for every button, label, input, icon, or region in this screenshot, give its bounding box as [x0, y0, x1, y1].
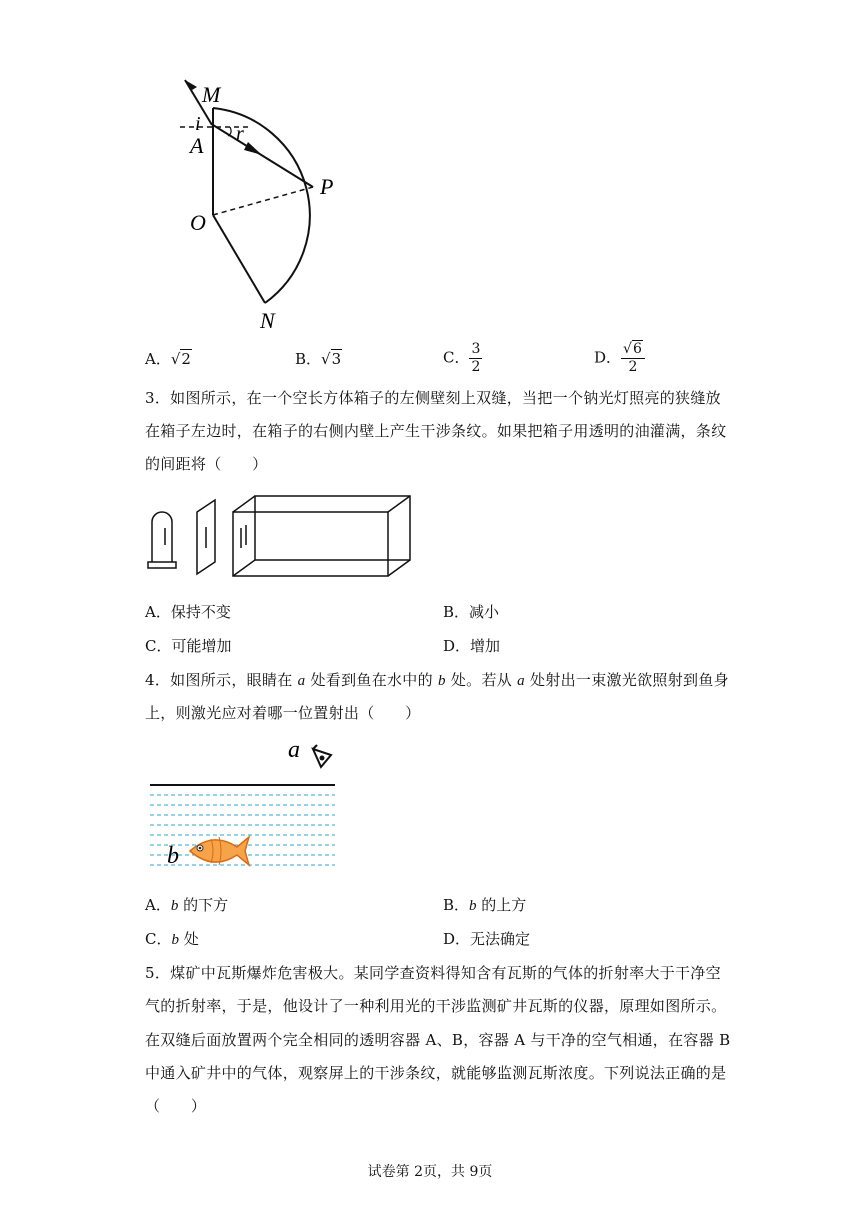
q4-text-line-2: 上，则激光应对着哪一位置射出（ ） — [145, 704, 421, 722]
q2-option-a[interactable]: A．√2 — [145, 350, 191, 368]
sqrt-symbol: √6 — [623, 341, 642, 357]
q5-text-line-1: 5．煤矿中瓦斯爆炸危害极大。某同学查资料得知含有瓦斯的气体的折射率大于干净空 — [145, 964, 721, 982]
q2-option-b[interactable]: B．√3 — [295, 350, 342, 368]
label-o: O — [190, 210, 206, 235]
q4-option-a[interactable]: A．b 的下方 — [145, 896, 229, 914]
refracted-arrow — [244, 142, 262, 155]
figure-fish-in-water — [145, 735, 345, 875]
q5-text-line-4: 中通入矿井中的气体，观察屏上的干涉条纹，就能够监测瓦斯浓度。下列说法正确的是 — [145, 1064, 727, 1082]
lamp-icon — [152, 512, 172, 562]
q4-option-b[interactable]: B．b 的上方 — [443, 896, 527, 914]
refracted-ray — [213, 125, 313, 187]
q2-option-d[interactable]: D． $\frac{√6}{2}$ — [594, 341, 645, 376]
label-a: A — [190, 133, 204, 158]
q5-text-line-3: 在双缝后面放置两个完全相同的透明容器 A、B，容器 A 与干净的空气相通，在容器 B — [145, 1031, 731, 1049]
page-footer: 试卷第 2页，共 9页 — [367, 1164, 493, 1180]
incident-arrow — [185, 80, 197, 90]
fraction: $\frac{3}{2}$ — [471, 341, 481, 375]
sqrt-symbol: √2 — [170, 350, 191, 368]
fish-icon — [190, 837, 249, 865]
sqrt-symbol: √3 — [321, 350, 342, 368]
label-a: a — [288, 737, 300, 763]
q5-text-line-5: （ ） — [145, 1097, 207, 1115]
q4-text-line-1: 4．如图所示，眼睛在 a 处看到鱼在水中的 b 处。若从 a 处射出一束激光欲照射到鱼身 — [145, 671, 729, 689]
q3-text-line-3: 的间距将（ ） — [145, 455, 268, 473]
fraction: $\frac{√6}{2}$ — [621, 341, 645, 376]
q3-text-line-2: 在箱子左边时，在箱子的右侧内壁上产生干涉条纹。如果把箱子用透明的油灌满，条纹 — [145, 422, 727, 440]
q5-text-line-2: 气的折射率，于是，他设计了一种利用光的干涉监测矿井瓦斯的仪器，原理如图所示。 — [145, 997, 727, 1015]
q2-option-c[interactable]: C． $\frac{3}{2}$ — [443, 341, 481, 375]
eye-icon — [313, 745, 331, 767]
q3-text-line-1: 3．如图所示，在一个空长方体箱子的左侧壁刻上双缝，当把一个钠光灯照亮的狭缝放 — [145, 389, 721, 407]
q3-option-a[interactable]: A．保持不变 — [145, 603, 231, 621]
q3-option-b[interactable]: B．减小 — [443, 603, 500, 621]
arc-mn — [213, 108, 310, 303]
q3-option-c[interactable]: C．可能增加 — [145, 637, 232, 655]
label-r: r — [236, 123, 244, 145]
dashed-op — [213, 187, 313, 215]
figure-semicircle-prism — [170, 70, 360, 335]
label-i: i — [195, 113, 201, 135]
box-front — [233, 512, 388, 576]
label-b: b — [167, 843, 179, 869]
label-n: N — [260, 308, 275, 333]
figure-double-slit-box — [145, 490, 415, 580]
label-m: M — [202, 82, 221, 107]
q3-option-d[interactable]: D．增加 — [443, 637, 501, 655]
q4-option-d[interactable]: D．无法确定 — [443, 930, 531, 948]
box-back — [255, 496, 410, 560]
edge-on — [213, 215, 265, 303]
q4-option-c[interactable]: C．b 处 — [145, 930, 199, 948]
label-p: P — [320, 174, 334, 199]
